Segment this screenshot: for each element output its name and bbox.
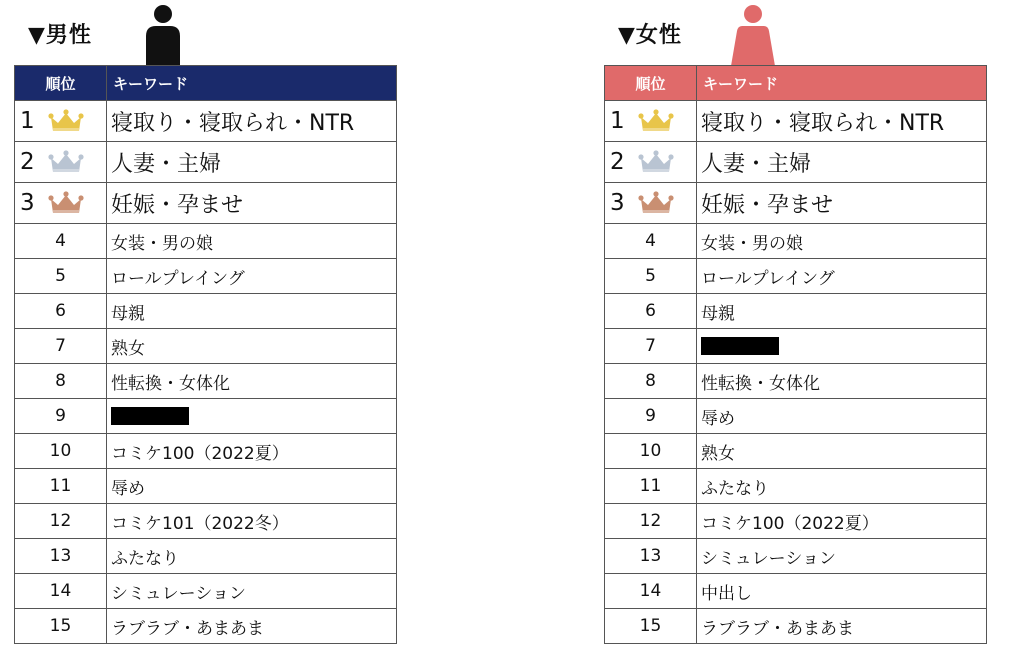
rank-cell bbox=[15, 469, 107, 504]
table-row bbox=[15, 434, 397, 469]
keyword-cell bbox=[107, 101, 397, 142]
rank-number: 7 bbox=[55, 336, 66, 356]
keyword-text: 妊娠・孕ませ bbox=[701, 192, 834, 218]
rank-number: 6 bbox=[645, 301, 656, 321]
keyword-cell bbox=[697, 399, 987, 434]
keyword-cell bbox=[697, 294, 987, 329]
rank-number: 3 bbox=[610, 190, 625, 216]
rank-cell bbox=[605, 101, 697, 142]
keyword-text: 母親 bbox=[701, 303, 735, 324]
rank-number: 1 bbox=[20, 108, 35, 134]
rank-number: 12 bbox=[49, 511, 72, 531]
female-heading: ▼女性 bbox=[618, 23, 682, 48]
rank-cell bbox=[15, 504, 107, 539]
rank-cell bbox=[15, 399, 107, 434]
rank-cell bbox=[15, 183, 107, 224]
table-row bbox=[605, 574, 987, 609]
keyword-cell bbox=[697, 609, 987, 644]
table-row bbox=[15, 574, 397, 609]
rank-cell bbox=[15, 329, 107, 364]
table-row bbox=[15, 142, 397, 183]
rank-cell bbox=[15, 294, 107, 329]
table-row bbox=[15, 183, 397, 224]
female-figure-icon bbox=[728, 4, 778, 66]
keyword-text: ロールプレイング bbox=[111, 268, 245, 289]
keyword-text: 女装・男の娘 bbox=[701, 233, 803, 254]
table-row bbox=[605, 434, 987, 469]
table-row bbox=[15, 364, 397, 399]
rank-cell bbox=[605, 364, 697, 399]
keyword-text: 性転換・女体化 bbox=[701, 373, 820, 394]
table-row bbox=[605, 539, 987, 574]
table-row bbox=[605, 101, 987, 142]
redacted-keyword-block bbox=[111, 407, 189, 425]
rank-number: 11 bbox=[49, 476, 72, 496]
rank-cell bbox=[605, 329, 697, 364]
table-row bbox=[605, 329, 987, 364]
rank-cell bbox=[15, 101, 107, 142]
keyword-column-header: キーワード bbox=[107, 66, 397, 101]
rank-number: 14 bbox=[49, 581, 72, 601]
keyword-cell bbox=[697, 504, 987, 539]
table-row bbox=[15, 399, 397, 434]
keyword-cell bbox=[697, 364, 987, 399]
female-ranking-table bbox=[604, 65, 987, 644]
rank-cell bbox=[605, 183, 697, 224]
keyword-text: 辱め bbox=[701, 408, 735, 429]
keyword-text: 人妻・主婦 bbox=[111, 151, 222, 177]
keyword-cell bbox=[107, 434, 397, 469]
table-row bbox=[605, 399, 987, 434]
male-heading: ▼男性 bbox=[28, 23, 92, 48]
rank-number: 10 bbox=[49, 441, 72, 461]
keyword-text: 熟女 bbox=[701, 443, 735, 464]
bronze-crown-icon bbox=[47, 189, 85, 217]
table-row bbox=[15, 259, 397, 294]
table-row bbox=[605, 469, 987, 504]
rank-number: 5 bbox=[645, 266, 656, 286]
bronze-crown-icon bbox=[637, 189, 675, 217]
rank-column-header: 順位 bbox=[15, 66, 107, 101]
gold-crown-icon bbox=[637, 107, 675, 135]
rank-cell bbox=[15, 609, 107, 644]
keyword-cell bbox=[697, 574, 987, 609]
keyword-cell bbox=[697, 142, 987, 183]
keyword-text: 人妻・主婦 bbox=[701, 151, 812, 177]
table-row bbox=[15, 609, 397, 644]
keyword-text: 中出し bbox=[701, 583, 752, 604]
keyword-cell bbox=[107, 469, 397, 504]
keyword-text: ふたなり bbox=[111, 548, 179, 569]
rank-number: 14 bbox=[639, 581, 662, 601]
male-figure-icon bbox=[140, 4, 186, 66]
table-row bbox=[15, 504, 397, 539]
rank-cell bbox=[605, 399, 697, 434]
rank-cell bbox=[15, 259, 107, 294]
keyword-text: 性転換・女体化 bbox=[111, 373, 230, 394]
table-row bbox=[15, 224, 397, 259]
keyword-cell bbox=[697, 101, 987, 142]
rank-cell bbox=[605, 574, 697, 609]
keyword-text: シミュレーション bbox=[111, 583, 246, 604]
keyword-text: コミケ101（2022冬） bbox=[111, 513, 289, 534]
keyword-cell bbox=[107, 574, 397, 609]
rank-cell bbox=[605, 434, 697, 469]
rank-number: 11 bbox=[639, 476, 662, 496]
table-row bbox=[605, 183, 987, 224]
keyword-cell bbox=[107, 183, 397, 224]
rank-number: 10 bbox=[639, 441, 662, 461]
keyword-text: 辱め bbox=[111, 478, 145, 499]
gold-crown-icon bbox=[47, 107, 85, 135]
table-row bbox=[15, 469, 397, 504]
rank-number: 15 bbox=[49, 616, 72, 636]
keyword-cell bbox=[107, 224, 397, 259]
table-row bbox=[605, 294, 987, 329]
rank-cell bbox=[605, 224, 697, 259]
keyword-cell bbox=[107, 399, 397, 434]
male-ranking-table bbox=[14, 65, 397, 644]
keyword-text: 熟女 bbox=[111, 338, 145, 359]
rank-number: 9 bbox=[645, 406, 656, 426]
keyword-text: 妊娠・孕ませ bbox=[111, 192, 244, 218]
rank-number: 4 bbox=[55, 231, 66, 251]
rank-cell bbox=[605, 539, 697, 574]
keyword-text: シミュレーション bbox=[701, 548, 836, 569]
rank-number: 13 bbox=[49, 546, 72, 566]
keyword-cell bbox=[107, 539, 397, 574]
keyword-text: 女装・男の娘 bbox=[111, 233, 213, 254]
rank-number: 5 bbox=[55, 266, 66, 286]
rank-cell bbox=[15, 142, 107, 183]
table-row bbox=[605, 142, 987, 183]
rank-number: 8 bbox=[55, 371, 66, 391]
table-row bbox=[605, 259, 987, 294]
table-row bbox=[605, 504, 987, 539]
keyword-cell bbox=[697, 259, 987, 294]
rank-number: 9 bbox=[55, 406, 66, 426]
keyword-cell bbox=[697, 539, 987, 574]
keyword-text: ラブラブ・あまあま bbox=[701, 618, 854, 639]
table-row bbox=[15, 329, 397, 364]
keyword-text: 母親 bbox=[111, 303, 145, 324]
male-ranking-panel bbox=[14, 0, 396, 654]
rank-number: 6 bbox=[55, 301, 66, 321]
rank-column-header: 順位 bbox=[605, 66, 697, 101]
rank-number: 8 bbox=[645, 371, 656, 391]
female-ranking-panel bbox=[604, 0, 986, 654]
table-row bbox=[15, 294, 397, 329]
redacted-keyword-block bbox=[701, 337, 779, 355]
keyword-cell bbox=[107, 364, 397, 399]
keyword-cell bbox=[697, 469, 987, 504]
keyword-cell bbox=[697, 434, 987, 469]
table-row bbox=[15, 539, 397, 574]
rank-cell bbox=[605, 294, 697, 329]
rank-cell bbox=[605, 142, 697, 183]
rank-number: 13 bbox=[639, 546, 662, 566]
rank-number: 3 bbox=[20, 190, 35, 216]
rank-cell bbox=[605, 259, 697, 294]
keyword-text: コミケ100（2022夏） bbox=[111, 443, 289, 464]
keyword-cell bbox=[697, 183, 987, 224]
keyword-cell bbox=[107, 142, 397, 183]
table-row bbox=[605, 609, 987, 644]
silver-crown-icon bbox=[47, 148, 85, 176]
keyword-text: コミケ100（2022夏） bbox=[701, 513, 879, 534]
table-row bbox=[605, 364, 987, 399]
rank-cell bbox=[15, 364, 107, 399]
rank-cell bbox=[15, 434, 107, 469]
rank-cell bbox=[605, 504, 697, 539]
keyword-cell bbox=[107, 329, 397, 364]
rank-number: 2 bbox=[610, 149, 625, 175]
silver-crown-icon bbox=[637, 148, 675, 176]
rank-number: 15 bbox=[639, 616, 662, 636]
keyword-cell bbox=[107, 504, 397, 539]
keyword-cell bbox=[107, 609, 397, 644]
keyword-cell bbox=[107, 259, 397, 294]
keyword-text: ふたなり bbox=[701, 478, 769, 499]
keyword-text: ロールプレイング bbox=[701, 268, 835, 289]
rank-cell bbox=[15, 539, 107, 574]
rank-number: 4 bbox=[645, 231, 656, 251]
keyword-cell bbox=[697, 329, 987, 364]
rank-cell bbox=[605, 609, 697, 644]
rank-cell bbox=[605, 469, 697, 504]
keyword-text: 寝取り・寝取られ・NTR bbox=[701, 110, 945, 136]
rank-cell bbox=[15, 574, 107, 609]
keyword-cell bbox=[107, 294, 397, 329]
rank-number: 2 bbox=[20, 149, 35, 175]
keyword-text: 寝取り・寝取られ・NTR bbox=[111, 110, 355, 136]
rank-number: 7 bbox=[645, 336, 656, 356]
table-row bbox=[605, 224, 987, 259]
rank-number: 12 bbox=[639, 511, 662, 531]
rank-number: 1 bbox=[610, 108, 625, 134]
rank-cell bbox=[15, 224, 107, 259]
table-row bbox=[15, 101, 397, 142]
keyword-text: ラブラブ・あまあま bbox=[111, 618, 264, 639]
keyword-cell bbox=[697, 224, 987, 259]
keyword-column-header: キーワード bbox=[697, 66, 987, 101]
